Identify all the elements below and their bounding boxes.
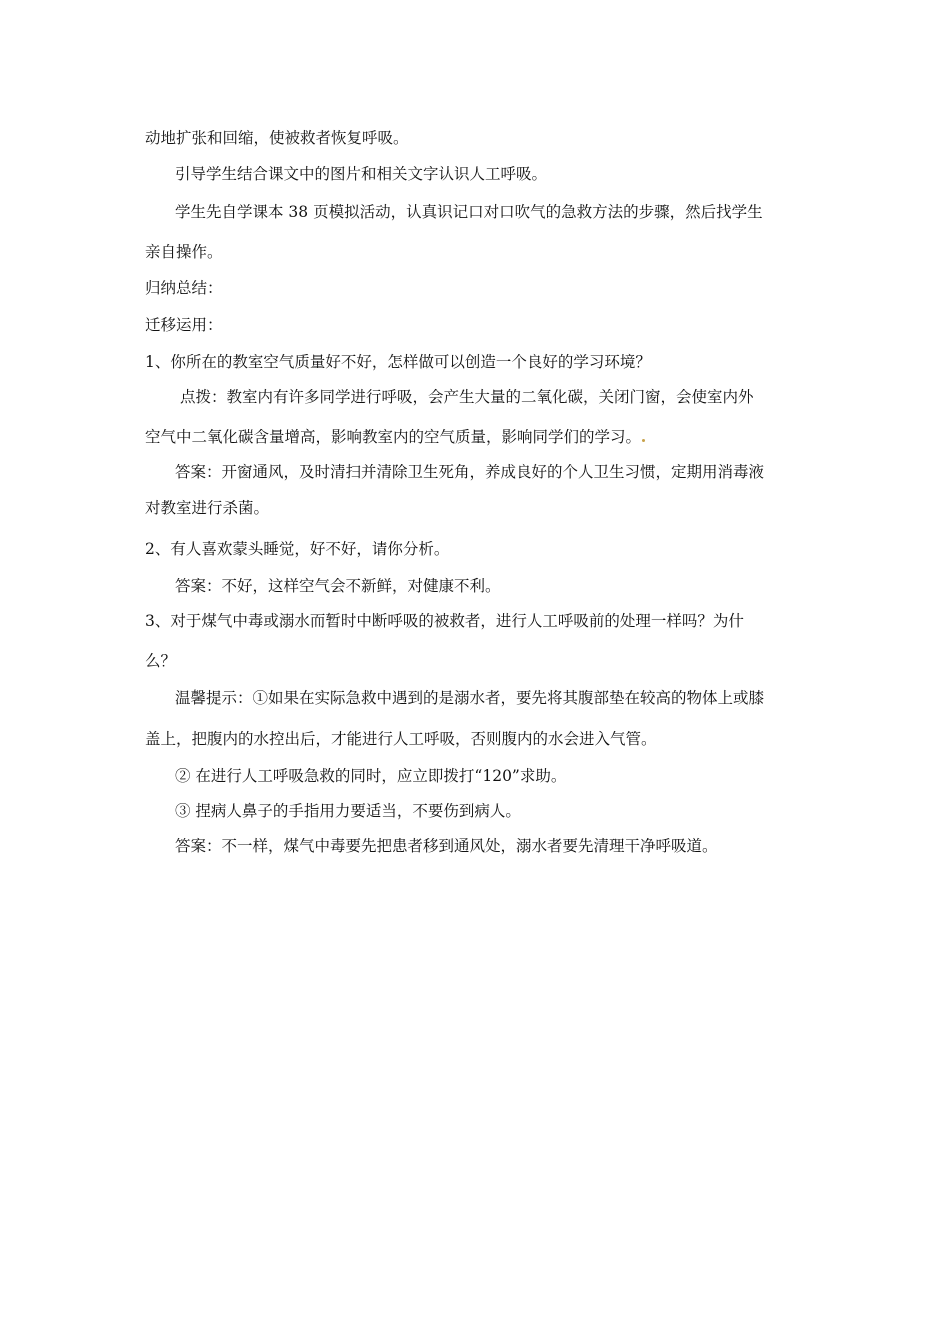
tip-item: ③ 捏病人鼻子的手指用力要适当，不要伤到病人。 [175,802,521,820]
paragraph-line: 动地扩张和回缩，使被救者恢复呼吸。 [145,129,409,147]
answer-line: 答案：不一样，煤气中毒要先把患者移到通风处，溺水者要先清理干净呼吸道。 [175,837,718,855]
question-3: 3、对于煤气中毒或溺水而暂时中断呼吸的被救者，进行人工呼吸前的处理一样吗？为什 [145,612,744,630]
hint-line: 点拨：教室内有许多同学进行呼吸，会产生大量的二氧化碳，关闭门窗，会使室内外 [180,388,754,406]
paragraph-line: 亲自操作。 [145,243,223,261]
hint-text: 空气中二氧化碳含量增高，影响教室内的空气质量，影响同学们的学习。 [145,428,642,446]
question-1: 1、你所在的教室空气质量好不好，怎样做可以创造一个良好的学习环境？ [145,353,651,371]
heading-transfer: 迁移运用： [145,316,223,334]
tip-line: 温馨提示：①如果在实际急救中遇到的是溺水者，要先将其腹部垫在较高的物体上或膝 [175,689,765,707]
heading-summary: 归纳总结： [145,279,223,297]
hint-line [145,427,825,447]
paragraph-line: 学生先自学课本 38 页模拟活动，认真识记口对口吹气的急救方法的步骤，然后找学生 [175,203,763,221]
question-3-cont: 么？ [145,652,177,670]
answer-line: 答案：开窗通风，及时清扫并清除卫生死角，养成良好的个人卫生习惯，定期用消毒液 [175,463,765,481]
tip-item: ② 在进行人工呼吸急救的同时，应立即拨打“120”求助。 [175,767,567,785]
decorative-dot [642,439,645,442]
answer-line: 对教室进行杀菌。 [145,499,270,517]
tip-line: 盖上，把腹内的水控出后，才能进行人工呼吸，否则腹内的水会进入气管。 [145,730,657,748]
question-2: 2、有人喜欢蒙头睡觉，好不好，请你分析。 [145,540,450,558]
answer-line: 答案：不好，这样空气会不新鲜，对健康不利。 [175,577,501,595]
paragraph-line: 引导学生结合课文中的图片和相关文字认识人工呼吸。 [175,165,548,183]
